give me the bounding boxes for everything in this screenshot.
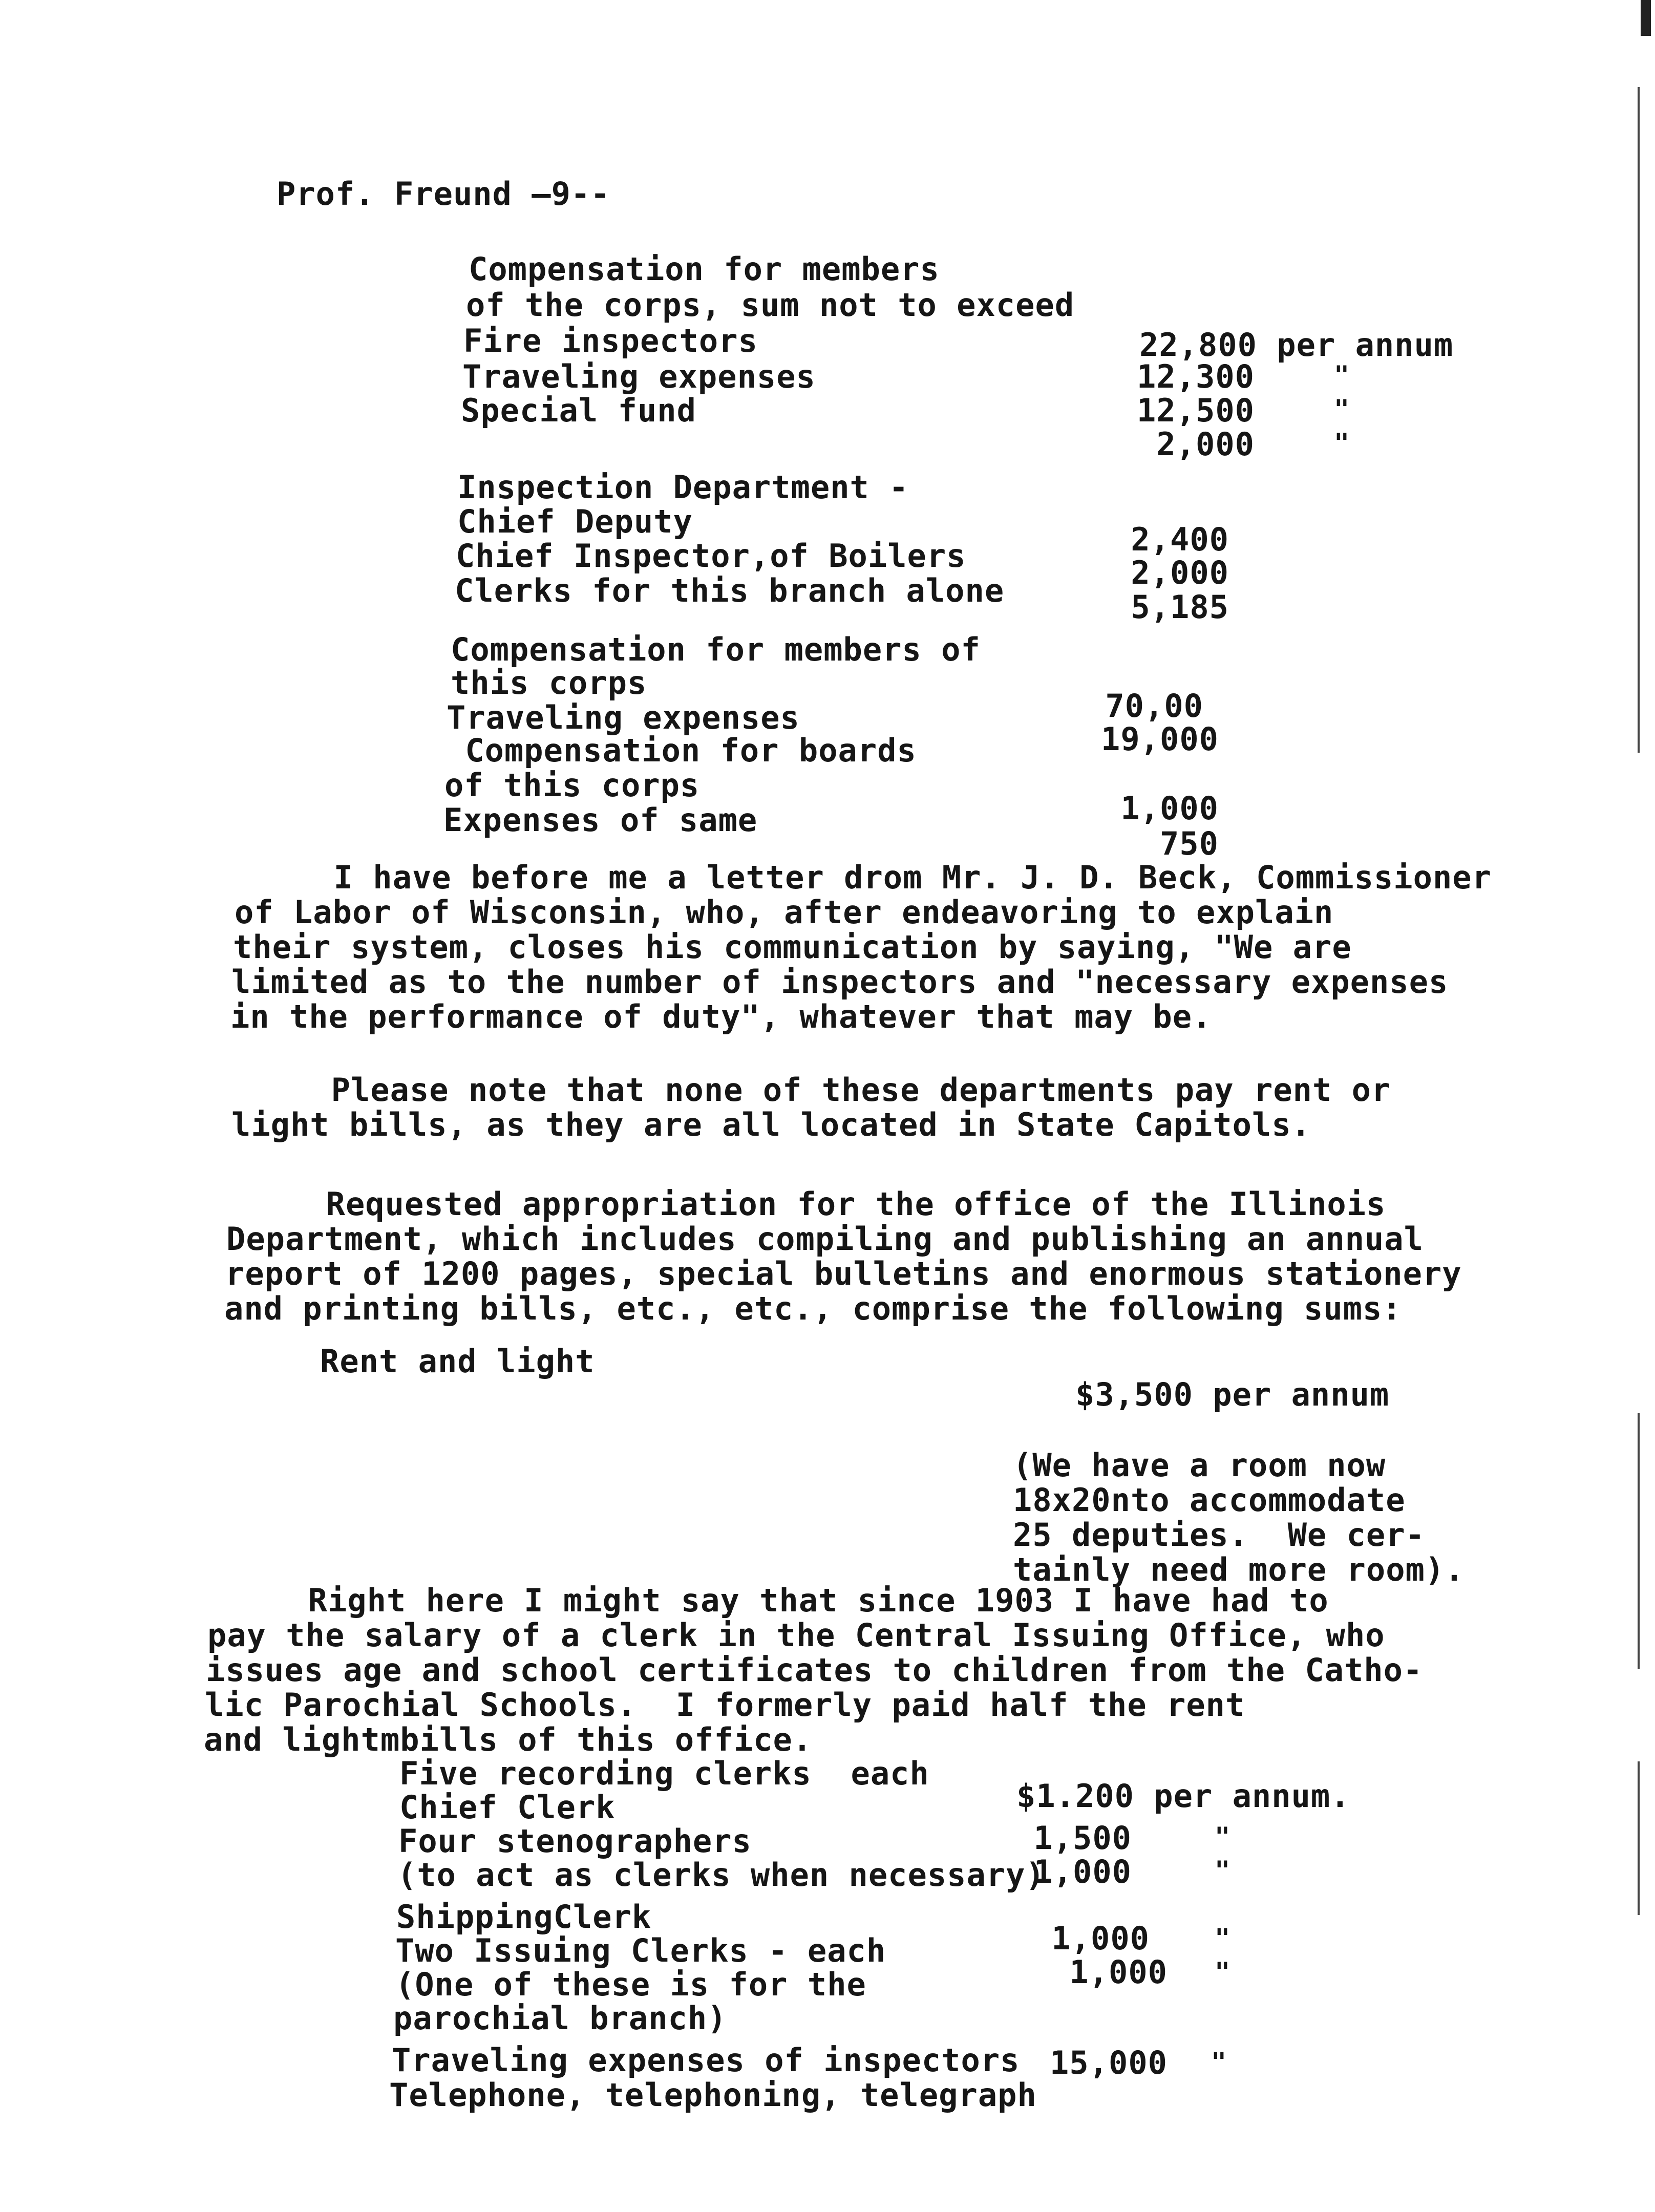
- amount: 1,500: [1033, 1819, 1132, 1857]
- paragraph-line: I have before me a letter drom Mr. J. D. Beck, Commissioner: [236, 859, 1492, 896]
- ditto-mark: ": [1334, 394, 1350, 424]
- item-line: this corps: [451, 664, 647, 701]
- staff-line: Traveling expenses of inspectors: [392, 2041, 1020, 2079]
- paragraph-line: of Labor of Wisconsin, who, after endeavoring to explain: [235, 894, 1334, 931]
- paragraph-line: report of 1200 pages, special bulletins and enormous stationery: [225, 1255, 1462, 1292]
- amount: 2,000: [1156, 426, 1255, 463]
- item-line: Traveling expenses: [447, 699, 800, 736]
- staff-line: Two Issuing Clerks - each: [395, 1932, 886, 1969]
- paragraph-line: their system, closes his communication by saying, "We are: [233, 928, 1352, 966]
- item-line: Chief Inspector,of Boilers: [456, 537, 966, 575]
- ditto-mark: ": [1215, 1957, 1230, 1987]
- amount: 2,000: [1131, 554, 1229, 591]
- staff-line: parochial branch): [393, 2000, 727, 2037]
- item-line: Compensation for members: [469, 250, 940, 288]
- staff-line: Telephone, telephoning, telegraph: [389, 2076, 1037, 2114]
- amount: 12,500: [1137, 392, 1255, 429]
- ditto-mark: ": [1334, 360, 1350, 390]
- item-line: Inspection Department -: [457, 469, 909, 506]
- amount: 750: [1160, 825, 1219, 862]
- rent-amount: $3,500 per annum: [1075, 1376, 1390, 1413]
- amount: 1,000: [1120, 790, 1219, 827]
- staff-line: Chief Clerk: [399, 1789, 616, 1826]
- page-header: Prof. Freund —9--: [277, 175, 610, 212]
- item-line: Fire inspectors: [463, 322, 758, 359]
- paragraph-line: Requested appropriation for the office of the Illinois: [228, 1185, 1386, 1223]
- item-line: Clerks for this branch alone: [455, 572, 1005, 609]
- paragraph-line: in the performance of duty", whatever that may be.: [230, 998, 1212, 1035]
- amount: 1,000: [1051, 1920, 1150, 1957]
- amount: 19,000: [1101, 720, 1219, 758]
- paragraph-line: and printing bills, etc., etc., comprise the following sums:: [224, 1290, 1402, 1327]
- item-line: Expenses of same: [443, 801, 758, 839]
- amount: 15,000: [1050, 2044, 1168, 2081]
- ditto-mark: ": [1211, 2047, 1227, 2077]
- staff-line: (to act as clerks when necessary): [397, 1856, 1045, 1894]
- ditto-mark: ": [1215, 1923, 1230, 1953]
- ditto-mark: ": [1334, 428, 1350, 458]
- item-line: of the corps, sum not to exceed: [466, 286, 1075, 324]
- staff-line: ShippingClerk: [396, 1898, 652, 1936]
- amount: 12,300: [1137, 358, 1255, 395]
- paragraph-line: Please note that none of these departments pay rent or: [233, 1071, 1391, 1109]
- amount: 2,400: [1131, 521, 1229, 558]
- rent-label: Rent and light: [320, 1343, 595, 1380]
- paragraph-line: pay the salary of a clerk in the Central Issuing Office, who: [207, 1617, 1385, 1654]
- scan-edge-mark: [1641, 0, 1651, 36]
- staff-line: (One of these is for the: [395, 1966, 866, 2003]
- note-line: (We have a room now: [1013, 1447, 1386, 1484]
- item-line: Compensation for boards: [445, 732, 917, 769]
- item-line: Chief Deputy: [457, 503, 693, 540]
- amount: 1,000: [1069, 1953, 1168, 1991]
- item-line: of this corps: [444, 767, 700, 804]
- scan-edge-line: [1638, 1761, 1640, 1915]
- staff-line: Four stenographers: [398, 1822, 752, 1860]
- amount: 70,00: [1105, 687, 1203, 725]
- amount: $1.200 per annum.: [1016, 1777, 1350, 1815]
- scan-edge-line: [1638, 1413, 1640, 1669]
- scan-edge-line: [1638, 87, 1640, 753]
- ditto-mark: ": [1215, 1856, 1230, 1885]
- paragraph-line: light bills, as they are all located in State Capitols.: [231, 1106, 1311, 1143]
- item-line: Compensation for members of: [451, 631, 981, 668]
- note-line: 25 deputies. We cer-: [1013, 1516, 1425, 1554]
- amount: 5,185: [1131, 588, 1229, 626]
- staff-line: Five recording clerks each: [399, 1755, 929, 1792]
- amount: 1,000: [1033, 1853, 1132, 1890]
- paragraph-line: issues age and school certificates to children from the Catho-: [206, 1651, 1423, 1689]
- ditto-mark: ": [1215, 1822, 1230, 1852]
- item-line: Special fund: [461, 392, 696, 429]
- paragraph-line: Department, which includes compiling and publishing an annual: [226, 1220, 1424, 1258]
- amount: 22,800 per annum: [1139, 326, 1454, 364]
- note-line: tainly need more room).: [1013, 1551, 1465, 1588]
- note-line: 18x20nto accommodate: [1013, 1481, 1406, 1519]
- paragraph-line: and lightmbills of this office.: [204, 1721, 813, 1758]
- paragraph-line: lic Parochial Schools. I formerly paid half the rent: [205, 1686, 1245, 1724]
- item-line: Traveling expenses: [462, 358, 816, 395]
- paragraph-line: limited as to the number of inspectors and "necessary expenses: [231, 963, 1449, 1001]
- paragraph-line: Right here I might say that since 1903 I have had to: [210, 1582, 1329, 1619]
